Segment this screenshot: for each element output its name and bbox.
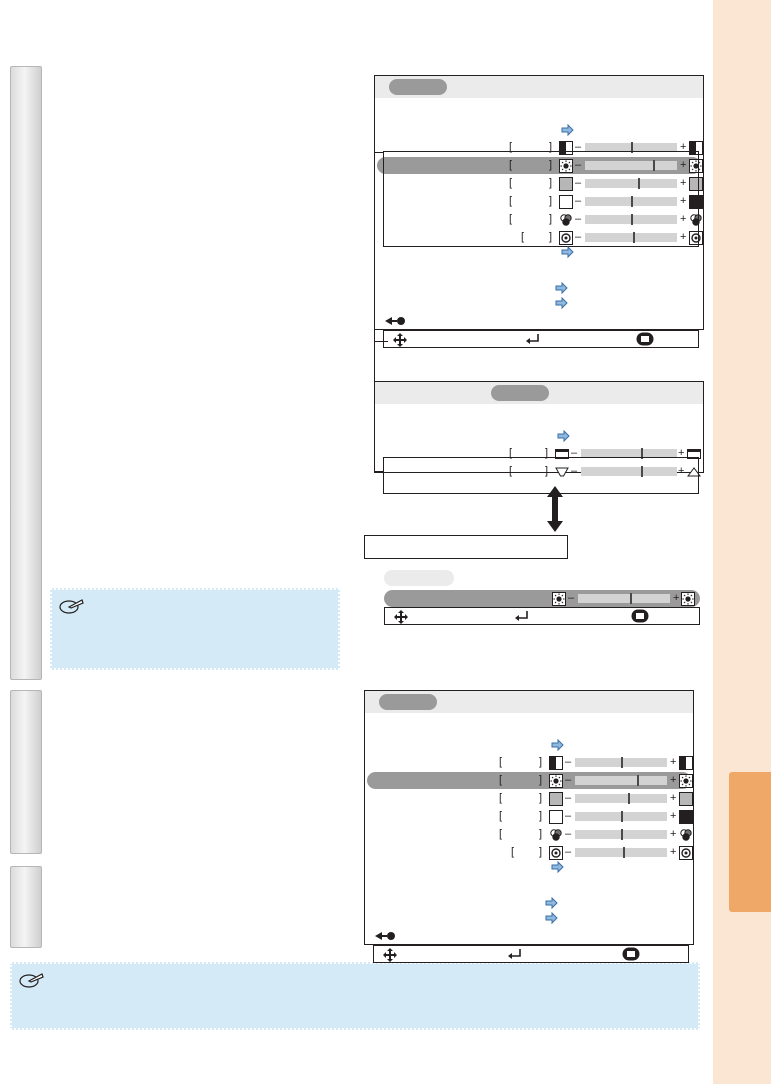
row-left-bracket: [ — [509, 159, 513, 171]
row-plus[interactable]: + — [680, 213, 687, 225]
row-right-bracket: ] — [539, 810, 543, 822]
slider-knob[interactable] — [621, 757, 623, 768]
row-plus[interactable]: + — [680, 177, 687, 189]
row-minus[interactable]: – — [575, 141, 582, 153]
slider-knob[interactable] — [623, 847, 625, 858]
slider-knob[interactable] — [621, 811, 623, 822]
row-left-bracket: [ — [511, 846, 515, 858]
enter-key-icon[interactable] — [506, 947, 522, 968]
row-minus[interactable]: – — [565, 756, 572, 768]
right-arrow-icon — [555, 297, 568, 310]
reset-icon — [679, 846, 693, 860]
osd-row-brightness[interactable] — [367, 772, 691, 789]
row-minus[interactable]: – — [575, 213, 582, 225]
osd-picture-menu-top[interactable] — [374, 75, 704, 330]
row-left-bracket: [ — [509, 213, 513, 225]
text-column-block-2 — [10, 690, 42, 854]
row-right-bracket: ] — [539, 792, 543, 804]
osd-title-bar — [365, 691, 693, 713]
osd-title-bar — [375, 382, 703, 404]
row-right-bracket: ] — [549, 213, 553, 225]
right-arrow-icon — [545, 912, 558, 925]
chapter-thumb-tab — [729, 772, 771, 912]
row-minus[interactable]: – — [575, 177, 582, 189]
osd-adjust-row[interactable] — [384, 590, 700, 607]
callout-box — [364, 535, 568, 559]
right-arrow-icon — [561, 246, 574, 259]
slider-knob[interactable] — [630, 593, 632, 604]
select-mark-icon — [385, 316, 407, 326]
osd-footer-bar — [383, 330, 699, 348]
row-plus[interactable]: + — [678, 465, 685, 477]
row-slider[interactable] — [578, 594, 670, 603]
osd-row-reset[interactable] — [367, 844, 691, 861]
brightness-icon — [552, 592, 566, 606]
sharpness-icon — [679, 828, 693, 842]
row-slider[interactable] — [575, 812, 667, 821]
row-slider[interactable] — [575, 830, 667, 839]
row-minus[interactable]: – — [565, 846, 572, 858]
row-minus[interactable]: – — [565, 774, 572, 786]
row-left-bracket: [ — [499, 756, 503, 768]
row-right-bracket: ] — [549, 195, 553, 207]
contrast-icon — [679, 756, 693, 770]
text-column-block-3 — [10, 866, 42, 948]
row-right-bracket: ] — [539, 846, 543, 858]
row-right-bracket: ] — [539, 774, 543, 786]
osd-group-frame — [383, 457, 699, 494]
osd-picture-menu-bottom[interactable] — [364, 690, 694, 945]
slider-knob[interactable] — [637, 775, 639, 786]
slider-knob[interactable] — [628, 793, 630, 804]
end-button-icon[interactable] — [636, 332, 654, 351]
row-plus[interactable]: + — [670, 828, 677, 840]
row-left-bracket: [ — [509, 195, 513, 207]
row-left-bracket: [ — [521, 231, 525, 243]
right-arrow-icon — [545, 897, 558, 910]
row-right-bracket: ] — [539, 756, 543, 768]
color-icon — [679, 792, 693, 806]
row-right-bracket: ] — [549, 177, 553, 189]
osd-footer-bar — [373, 945, 689, 963]
row-plus[interactable]: + — [670, 846, 677, 858]
note-lower — [10, 962, 700, 1030]
row-minus[interactable]: – — [575, 159, 582, 171]
row-plus[interactable]: + — [680, 195, 687, 207]
right-arrow-icon — [555, 282, 568, 295]
row-plus[interactable]: + — [673, 592, 680, 604]
osd-title-tab[interactable] — [491, 385, 549, 401]
osd-group-frame — [383, 151, 699, 247]
row-right-bracket: ] — [545, 465, 549, 477]
select-mark-icon — [375, 931, 397, 941]
text-column-block-1 — [10, 66, 42, 680]
row-plus[interactable]: + — [680, 231, 687, 243]
right-arrow-icon — [551, 739, 564, 752]
row-minus[interactable]: – — [571, 465, 578, 477]
pencil-note-icon — [18, 972, 44, 990]
row-plus[interactable]: + — [680, 141, 687, 153]
end-button-icon[interactable] — [622, 947, 640, 966]
right-arrow-icon — [557, 430, 570, 443]
row-left-bracket: [ — [499, 774, 503, 786]
osd-adjust-bar-menu[interactable] — [384, 570, 700, 624]
brightness-icon — [549, 774, 563, 788]
slider-knob[interactable] — [621, 829, 623, 840]
row-left-bracket: [ — [509, 177, 513, 189]
contrast-icon — [549, 756, 563, 770]
menu-connector-bracket — [374, 152, 384, 472]
menu-connector-tick — [374, 341, 388, 342]
end-button-icon[interactable] — [631, 609, 649, 628]
up-down-arrow-icon — [544, 486, 566, 532]
row-left-bracket: [ — [509, 465, 513, 477]
osd-title-tab[interactable] — [384, 570, 454, 586]
right-arrow-icon — [551, 861, 564, 874]
tint-icon — [679, 810, 693, 824]
row-plus[interactable]: + — [670, 756, 677, 768]
color-icon — [549, 792, 563, 806]
page-margin-band — [713, 0, 771, 1084]
row-left-bracket: [ — [509, 447, 513, 459]
row-minus[interactable]: – — [575, 195, 582, 207]
row-minus[interactable]: – — [575, 231, 582, 243]
row-slider[interactable] — [575, 794, 667, 803]
right-arrow-icon — [561, 124, 574, 137]
row-minus[interactable]: – — [565, 810, 572, 822]
osd-row-tint[interactable] — [367, 808, 691, 825]
enter-key-icon[interactable] — [513, 609, 529, 630]
note-upper — [50, 588, 340, 670]
osd-row-contrast[interactable] — [367, 754, 691, 771]
row-left-bracket: [ — [509, 141, 513, 153]
row-minus[interactable]: – — [568, 592, 575, 604]
row-right-bracket: ] — [549, 141, 553, 153]
row-left-bracket: [ — [499, 792, 503, 804]
brightness-icon — [681, 592, 695, 606]
row-plus[interactable]: + — [680, 159, 687, 171]
row-right-bracket: ] — [549, 159, 553, 171]
enter-key-icon[interactable] — [524, 332, 540, 353]
osd-row-sharpness[interactable] — [367, 826, 691, 843]
row-slider[interactable] — [575, 758, 667, 767]
row-minus[interactable]: – — [565, 792, 572, 804]
row-minus[interactable]: – — [565, 828, 572, 840]
row-left-bracket: [ — [499, 810, 503, 822]
row-minus[interactable]: – — [571, 447, 578, 459]
osd-title-bar — [375, 76, 703, 98]
osd-picture-menu-second[interactable] — [374, 381, 704, 477]
row-right-bracket: ] — [539, 828, 543, 840]
row-right-bracket: ] — [545, 447, 549, 459]
sharpness-icon — [549, 828, 563, 842]
brightness-icon — [679, 774, 693, 788]
row-plus[interactable]: + — [670, 792, 677, 804]
row-slider[interactable] — [575, 848, 667, 857]
osd-title-bar — [384, 570, 700, 586]
row-plus[interactable]: + — [670, 810, 677, 822]
four-way-arrow-icon[interactable] — [382, 947, 398, 968]
reset-icon — [549, 846, 563, 860]
tint-icon — [549, 810, 563, 824]
osd-title-tab[interactable] — [389, 79, 447, 95]
row-right-bracket: ] — [549, 231, 553, 243]
four-way-arrow-icon[interactable] — [393, 609, 409, 630]
osd-title-tab[interactable] — [379, 694, 437, 710]
row-left-bracket: [ — [499, 828, 503, 840]
osd-row-color[interactable] — [367, 790, 691, 807]
row-plus[interactable]: + — [670, 774, 677, 786]
osd-footer-bar — [384, 607, 700, 625]
row-slider[interactable] — [575, 776, 667, 785]
row-plus[interactable]: + — [678, 447, 685, 459]
four-way-arrow-icon[interactable] — [392, 332, 408, 353]
pencil-note-icon — [58, 598, 84, 616]
